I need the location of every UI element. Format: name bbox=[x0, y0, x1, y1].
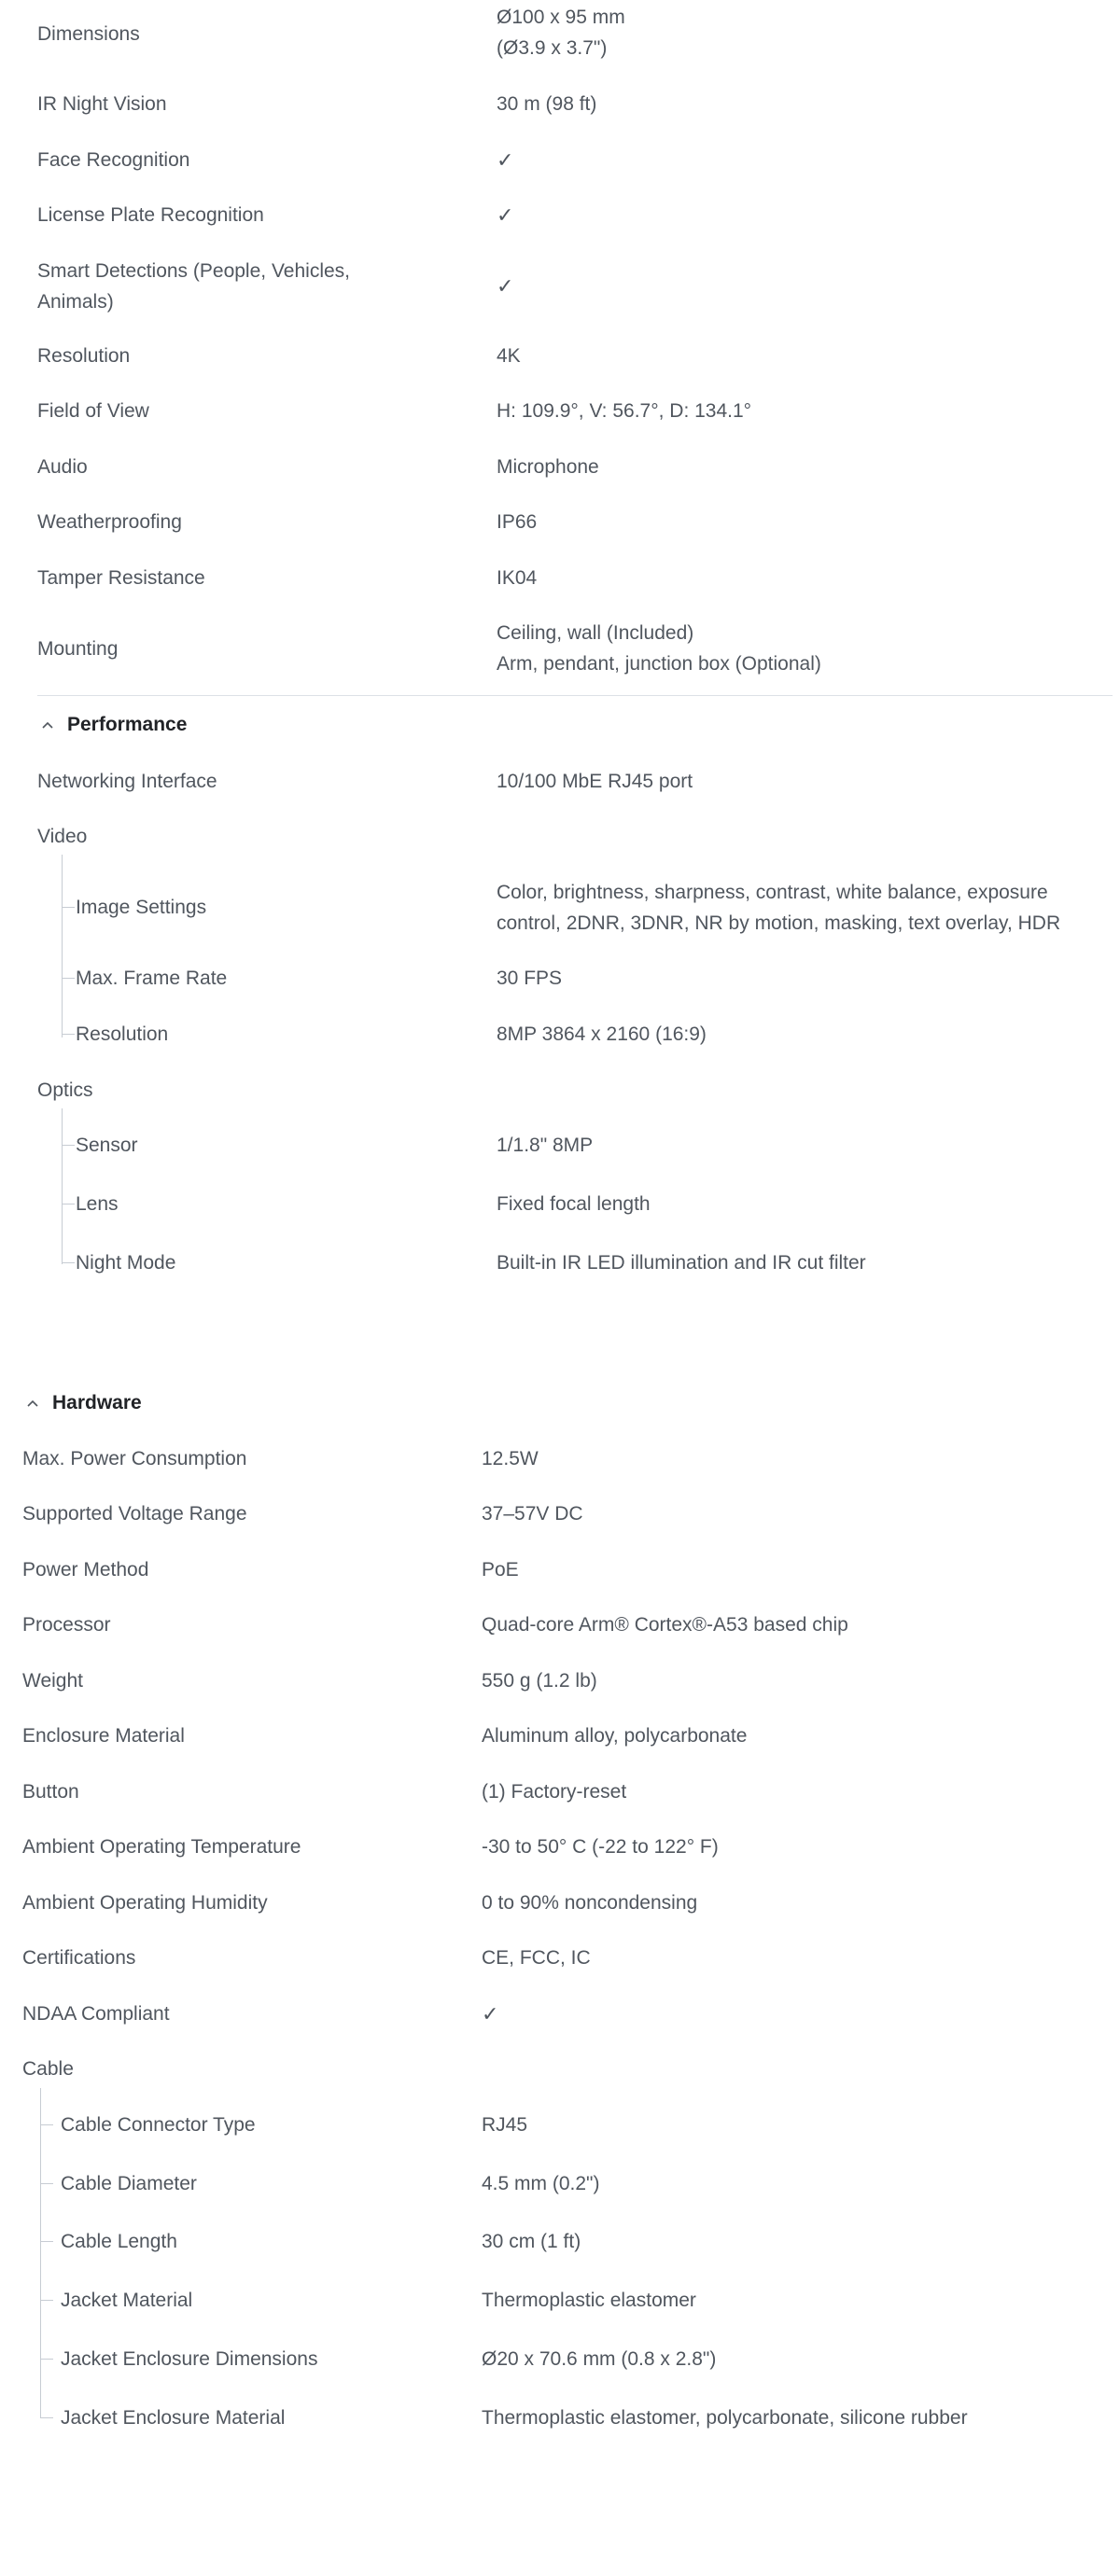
spec-value bbox=[497, 618, 821, 679]
spec-label: IR Night Vision bbox=[37, 93, 167, 115]
spec-value: 8MP 3864 x 2160 (16:9) bbox=[497, 1023, 707, 1045]
section-divider bbox=[37, 695, 1113, 696]
spec-value: IP66 bbox=[497, 511, 538, 533]
spec-label: Mounting bbox=[37, 638, 119, 660]
spec-label: Tamper Resistance bbox=[37, 567, 205, 589]
performance-section-toggle[interactable] bbox=[37, 709, 187, 741]
spec-label: Power Method bbox=[22, 1559, 149, 1580]
spec-label-line: Smart Detections (People, Vehicles, bbox=[37, 260, 350, 282]
spec-label: Weight bbox=[22, 1670, 83, 1692]
spec-sub-label: Max. Frame Rate bbox=[76, 968, 228, 989]
spec-sub-label: Lens bbox=[76, 1193, 119, 1215]
spec-sub-label: Jacket Enclosure Dimensions bbox=[61, 2348, 318, 2370]
tree-branch bbox=[62, 907, 75, 908]
spec-sub-label: Sensor bbox=[76, 1135, 138, 1156]
spec-value: 30 cm (1 ft) bbox=[482, 2231, 581, 2252]
spec-sub-label: Resolution bbox=[76, 1023, 169, 1045]
spec-value-line: Arm, pendant, junction box (Optional) bbox=[497, 653, 821, 675]
spec-sub-label: Night Mode bbox=[76, 1252, 176, 1274]
spec-label bbox=[37, 256, 350, 317]
spec-label: Enclosure Material bbox=[22, 1725, 185, 1747]
chevron-up-icon bbox=[37, 715, 58, 735]
spec-label: Audio bbox=[37, 456, 88, 478]
spec-label: Dimensions bbox=[37, 23, 140, 45]
tree-branch bbox=[40, 2241, 53, 2242]
spec-label: Resolution bbox=[37, 345, 131, 367]
tree-branch bbox=[40, 2183, 53, 2184]
tree-branch bbox=[40, 2124, 53, 2125]
spec-value: 30 m (98 ft) bbox=[497, 93, 597, 115]
spec-value: CE, FCC, IC bbox=[482, 1947, 591, 1969]
tree-line bbox=[62, 855, 63, 1037]
spec-value: Quad-core Arm® Cortex®-A53 based chip bbox=[482, 1614, 848, 1636]
spec-sub-label: Cable Connector Type bbox=[61, 2114, 256, 2136]
spec-value bbox=[497, 877, 1060, 939]
tree-line bbox=[40, 2088, 41, 2417]
section-title: Performance bbox=[67, 714, 188, 735]
spec-label: Weatherproofing bbox=[37, 511, 182, 533]
spec-value: RJ45 bbox=[482, 2114, 528, 2136]
spec-value bbox=[497, 2, 625, 63]
check-icon: ✓ bbox=[497, 148, 514, 172]
spec-value-line: control, 2DNR, 3DNR, NR by motion, masking, text overlay, HDR bbox=[497, 912, 1061, 934]
spec-label: Ambient Operating Temperature bbox=[22, 1836, 301, 1858]
spec-value: (1) Factory-reset bbox=[482, 1781, 627, 1803]
spec-value: Microphone bbox=[497, 456, 599, 478]
spec-value: 0 to 90% noncondensing bbox=[482, 1892, 698, 1914]
spec-value: 12.5W bbox=[482, 1448, 539, 1469]
tree-branch bbox=[40, 2359, 53, 2360]
spec-label-line: Animals) bbox=[37, 291, 114, 313]
spec-label: Button bbox=[22, 1781, 79, 1803]
spec-value: 550 g (1.2 lb) bbox=[482, 1670, 597, 1692]
spec-value: Built-in IR LED illumination and IR cut filter bbox=[497, 1252, 866, 1274]
spec-value: H: 109.9°, V: 56.7°, D: 134.1° bbox=[497, 400, 752, 422]
spec-sub-label: Cable Length bbox=[61, 2231, 177, 2252]
spec-value: Ø20 x 70.6 mm (0.8 x 2.8") bbox=[482, 2348, 717, 2370]
tree-branch bbox=[40, 2300, 53, 2301]
spec-value-line: Ø100 x 95 mm bbox=[497, 7, 625, 28]
spec-label: Field of View bbox=[37, 400, 149, 422]
spec-value-line: Color, brightness, sharpness, contrast, white balance, exposure bbox=[497, 882, 1048, 903]
spec-label: Supported Voltage Range bbox=[22, 1503, 247, 1525]
spec-value: 37–57V DC bbox=[482, 1503, 583, 1525]
spec-value: Fixed focal length bbox=[497, 1193, 651, 1215]
spec-value: Aluminum alloy, polycarbonate bbox=[482, 1725, 748, 1747]
spec-value: Thermoplastic elastomer, polycarbonate, silicone rubber bbox=[482, 2407, 968, 2429]
spec-value: -30 to 50° C (-22 to 122° F) bbox=[482, 1836, 719, 1858]
tree-branch bbox=[40, 2417, 53, 2418]
spec-value: 10/100 MbE RJ45 port bbox=[497, 771, 693, 792]
check-icon: ✓ bbox=[497, 203, 514, 227]
tree-branch bbox=[62, 1034, 75, 1035]
spec-value: PoE bbox=[482, 1559, 519, 1580]
spec-group-label: Optics bbox=[37, 1079, 93, 1101]
spec-sub-label: Cable Diameter bbox=[61, 2173, 197, 2194]
tree-line bbox=[62, 1108, 63, 1264]
spec-label: Ambient Operating Humidity bbox=[22, 1892, 268, 1914]
spec-value: Thermoplastic elastomer bbox=[482, 2290, 696, 2311]
tree-branch bbox=[62, 1145, 75, 1146]
spec-value: IK04 bbox=[497, 567, 538, 589]
spec-sub-label: Jacket Enclosure Material bbox=[61, 2407, 286, 2429]
spec-value-line: (Ø3.9 x 3.7") bbox=[497, 37, 608, 59]
tree-branch bbox=[62, 978, 75, 979]
spec-sub-label: Image Settings bbox=[76, 897, 207, 918]
hardware-section-toggle[interactable] bbox=[22, 1387, 142, 1419]
spec-label: Processor bbox=[22, 1614, 111, 1636]
check-icon: ✓ bbox=[497, 274, 514, 298]
spec-label: Networking Interface bbox=[37, 771, 217, 792]
spec-label: License Plate Recognition bbox=[37, 204, 264, 226]
spec-value: 4K bbox=[497, 345, 521, 367]
spec-sub-label: Jacket Material bbox=[61, 2290, 193, 2311]
tree-branch bbox=[62, 1262, 75, 1263]
spec-value-line: Ceiling, wall (Included) bbox=[497, 622, 694, 644]
spec-value: 4.5 mm (0.2") bbox=[482, 2173, 600, 2194]
check-icon: ✓ bbox=[482, 2002, 499, 2026]
chevron-up-icon bbox=[22, 1393, 43, 1413]
spec-value: 1/1.8" 8MP bbox=[497, 1135, 594, 1156]
spec-group-label: Cable bbox=[22, 2058, 74, 2080]
spec-group-label: Video bbox=[37, 826, 88, 847]
spec-label: NDAA Compliant bbox=[22, 2003, 170, 2025]
section-title: Hardware bbox=[52, 1392, 142, 1413]
spec-label: Certifications bbox=[22, 1947, 136, 1969]
spec-label: Face Recognition bbox=[37, 149, 190, 171]
spec-label: Max. Power Consumption bbox=[22, 1448, 247, 1469]
spec-value: 30 FPS bbox=[497, 968, 563, 989]
